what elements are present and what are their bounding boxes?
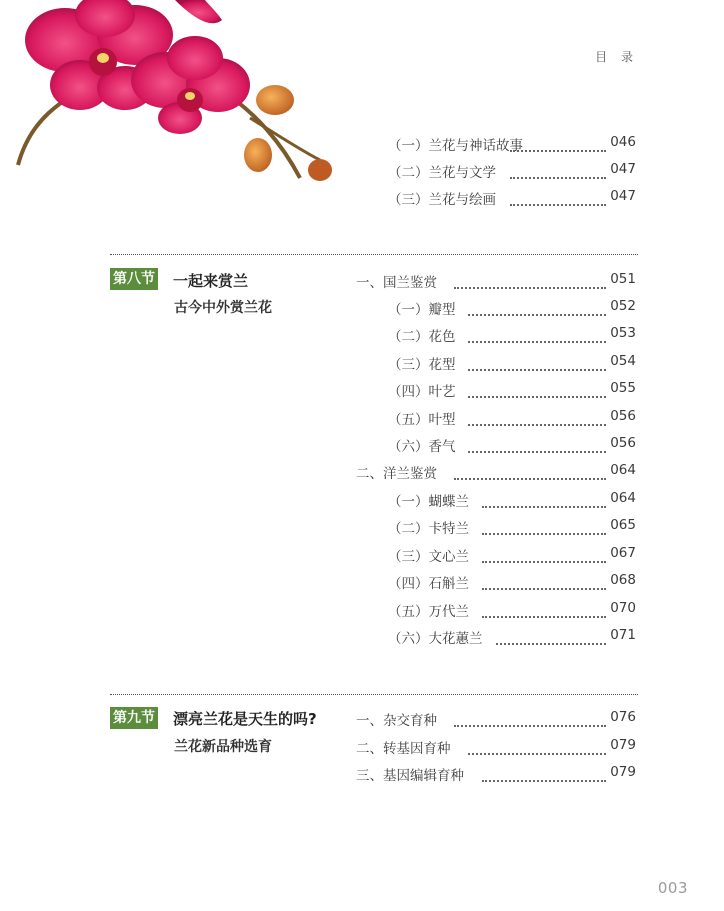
orchid-illustration	[0, 0, 345, 195]
toc-leader	[510, 136, 606, 152]
toc-entry-page: 064	[610, 462, 636, 478]
toc-entry-page: 053	[610, 325, 636, 341]
toc-entry[interactable]	[340, 545, 636, 565]
toc-leader	[482, 492, 606, 508]
toc-leader	[510, 190, 606, 206]
toc-entry-label: （一）瓣型	[388, 302, 456, 318]
toc-leader	[468, 739, 606, 755]
toc-entry-label: 一、杂交育种	[356, 713, 437, 729]
toc-entry[interactable]	[340, 161, 636, 181]
toc-entry-label: （六）大花蕙兰	[388, 631, 483, 647]
toc-entry[interactable]	[340, 298, 636, 318]
toc-entry-page: 070	[610, 600, 636, 616]
toc-entry-page: 067	[610, 545, 636, 561]
toc-entry-page: 056	[610, 408, 636, 424]
toc-leader	[468, 437, 606, 453]
toc-entry[interactable]	[340, 764, 636, 784]
toc-entry-label: 二、洋兰鉴赏	[356, 466, 437, 482]
toc-entry[interactable]	[340, 353, 636, 373]
toc-entry[interactable]	[340, 600, 636, 620]
toc-entry-page: 071	[610, 627, 636, 643]
toc-entry-page: 055	[610, 380, 636, 396]
toc-entry-label: 二、转基因育种	[356, 741, 451, 757]
toc-entry-label: （二）卡特兰	[388, 521, 469, 537]
toc-leader	[468, 382, 606, 398]
toc-entry-label: （三）兰花与绘画	[388, 192, 496, 208]
toc-entry-page: 054	[610, 353, 636, 369]
section-subtitle: 兰花新品种选育	[174, 739, 272, 755]
toc-leader	[454, 273, 606, 289]
toc-leader	[468, 410, 606, 426]
toc-entry-label: （一）兰花与神话故事	[388, 138, 523, 154]
toc-entry-page: 065	[610, 517, 636, 533]
toc-entry[interactable]	[340, 517, 636, 537]
toc-leader	[454, 464, 606, 480]
toc-leader	[454, 711, 606, 727]
toc-entry-label: 一、国兰鉴赏	[356, 275, 437, 291]
toc-entry[interactable]	[340, 490, 636, 510]
toc-entry-page: 052	[610, 298, 636, 314]
toc-entry-page: 079	[610, 764, 636, 780]
toc-leader	[482, 602, 606, 618]
toc-entry[interactable]	[340, 709, 636, 729]
toc-entry-page: 047	[610, 188, 636, 204]
toc-leader	[468, 300, 606, 316]
toc-entry[interactable]	[340, 134, 636, 154]
toc-leader	[482, 574, 606, 590]
toc-entry-label: （三）花型	[388, 357, 456, 373]
toc-entry-page: 051	[610, 271, 636, 287]
toc-entry-label: （四）叶艺	[388, 384, 456, 400]
section-divider	[110, 694, 638, 695]
toc-entry-page: 079	[610, 737, 636, 753]
section-badge: 第九节	[110, 707, 158, 729]
page-number: 003	[657, 879, 688, 897]
toc-entry-page: 076	[610, 709, 636, 725]
toc-entry-label: （一）蝴蝶兰	[388, 494, 469, 510]
toc-entry[interactable]	[340, 188, 636, 208]
section-title[interactable]: 一起来赏兰	[173, 272, 249, 290]
toc-entry[interactable]	[340, 435, 636, 455]
toc-entry[interactable]	[340, 462, 636, 482]
toc-entry[interactable]	[340, 408, 636, 428]
toc-leader	[510, 163, 606, 179]
toc-entry-label: 三、基因编辑育种	[356, 768, 464, 784]
toc-entry[interactable]	[340, 572, 636, 592]
toc-leader	[468, 327, 606, 343]
section-title[interactable]: 漂亮兰花是天生的吗?	[173, 710, 317, 728]
toc-entry-page: 046	[610, 134, 636, 150]
toc-entry-page: 056	[610, 435, 636, 451]
section-badge: 第八节	[110, 268, 158, 290]
toc-entry-label: （四）石斛兰	[388, 576, 469, 592]
toc-leader	[482, 547, 606, 563]
toc-entry-page: 047	[610, 161, 636, 177]
section-divider	[110, 254, 638, 255]
toc-entry-page: 068	[610, 572, 636, 588]
toc-entry-label: （三）文心兰	[388, 549, 469, 565]
toc-header: 目 录	[595, 50, 638, 64]
toc-entry[interactable]	[340, 737, 636, 757]
toc-leader	[482, 519, 606, 535]
section-subtitle: 古今中外赏兰花	[174, 300, 272, 316]
toc-leader	[496, 629, 606, 645]
toc-entry[interactable]	[340, 627, 636, 647]
toc-entry-label: （二）花色	[388, 329, 456, 345]
toc-entry-label: （二）兰花与文学	[388, 165, 496, 181]
toc-leader	[468, 355, 606, 371]
toc-entry-label: （五）万代兰	[388, 604, 469, 620]
toc-entry[interactable]	[340, 271, 636, 291]
toc-entry-label: （五）叶型	[388, 412, 456, 428]
toc-entry-label: （六）香气	[388, 439, 456, 455]
toc-entry-page: 064	[610, 490, 636, 506]
toc-leader	[482, 766, 606, 782]
toc-entry[interactable]	[340, 325, 636, 345]
toc-entry[interactable]	[340, 380, 636, 400]
